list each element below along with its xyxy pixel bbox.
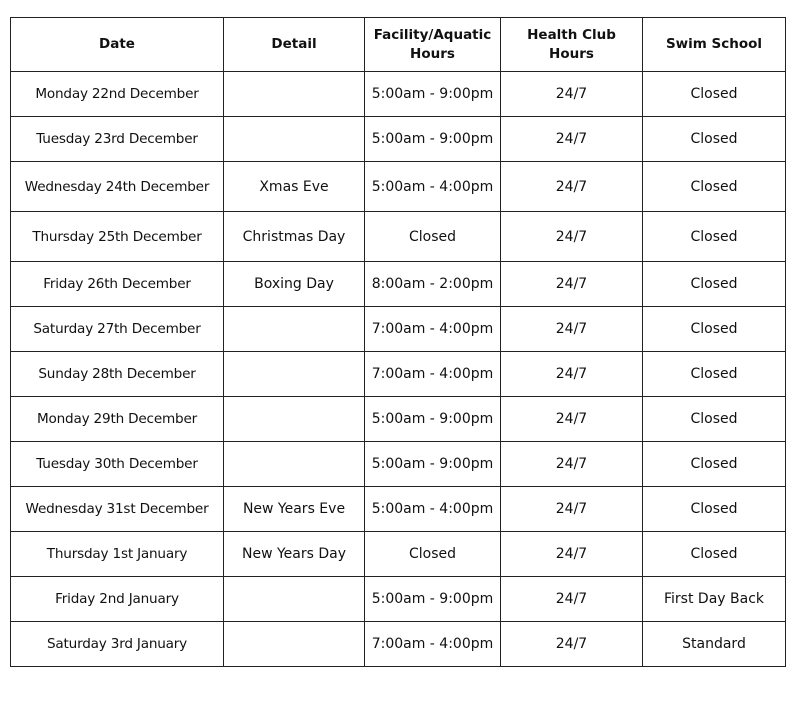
- swim-school-cell: Closed: [643, 162, 786, 212]
- detail-cell: Christmas Day: [224, 212, 365, 262]
- swim-school-cell: First Day Back: [643, 577, 786, 622]
- table-body: [11, 72, 786, 667]
- table-row: [11, 307, 786, 352]
- table-row: [11, 117, 786, 162]
- table-row: [11, 397, 786, 442]
- swim-school-cell: Closed: [643, 72, 786, 117]
- health-club-hours-cell: 24/7: [501, 577, 643, 622]
- date-cell: Tuesday 23rd December: [11, 117, 224, 162]
- health-club-hours-cell: 24/7: [501, 117, 643, 162]
- table-row: [11, 212, 786, 262]
- detail-cell: Boxing Day: [224, 262, 365, 307]
- detail-cell: New Years Eve: [224, 487, 365, 532]
- column-header-swim-school: Swim School: [643, 18, 786, 72]
- detail-cell: [224, 622, 365, 667]
- health-club-hours-cell: 24/7: [501, 397, 643, 442]
- column-header-health-club-hours: Health Club Hours: [501, 18, 643, 72]
- health-club-hours-cell: 24/7: [501, 487, 643, 532]
- facility-hours-cell: Closed: [365, 212, 501, 262]
- health-club-hours-cell: 24/7: [501, 162, 643, 212]
- health-club-hours-cell: 24/7: [501, 307, 643, 352]
- table-row: [11, 352, 786, 397]
- facility-hours-cell: 7:00am - 4:00pm: [365, 307, 501, 352]
- detail-cell: [224, 307, 365, 352]
- date-cell: Friday 2nd January: [11, 577, 224, 622]
- date-cell: Wednesday 31st December: [11, 487, 224, 532]
- swim-school-cell: Closed: [643, 262, 786, 307]
- swim-school-cell: Closed: [643, 397, 786, 442]
- date-cell: Monday 29th December: [11, 397, 224, 442]
- facility-hours-cell: 5:00am - 9:00pm: [365, 442, 501, 487]
- date-cell: Thursday 1st January: [11, 532, 224, 577]
- swim-school-cell: Closed: [643, 532, 786, 577]
- health-club-hours-cell: 24/7: [501, 212, 643, 262]
- detail-cell: Xmas Eve: [224, 162, 365, 212]
- date-cell: Tuesday 30th December: [11, 442, 224, 487]
- table-header: [11, 18, 786, 72]
- swim-school-cell: Standard: [643, 622, 786, 667]
- swim-school-cell: Closed: [643, 212, 786, 262]
- health-club-hours-cell: 24/7: [501, 262, 643, 307]
- detail-cell: [224, 117, 365, 162]
- holiday-hours-table: [10, 17, 786, 667]
- facility-hours-cell: 5:00am - 4:00pm: [365, 487, 501, 532]
- date-cell: Wednesday 24th December: [11, 162, 224, 212]
- facility-hours-cell: 5:00am - 9:00pm: [365, 577, 501, 622]
- health-club-hours-cell: 24/7: [501, 352, 643, 397]
- facility-hours-cell: 5:00am - 9:00pm: [365, 397, 501, 442]
- table-row: [11, 442, 786, 487]
- facility-hours-cell: 7:00am - 4:00pm: [365, 352, 501, 397]
- health-club-hours-cell: 24/7: [501, 442, 643, 487]
- column-header-date: Date: [11, 18, 224, 72]
- date-cell: Saturday 3rd January: [11, 622, 224, 667]
- facility-hours-cell: 5:00am - 9:00pm: [365, 72, 501, 117]
- table-row: [11, 532, 786, 577]
- swim-school-cell: Closed: [643, 307, 786, 352]
- date-cell: Monday 22nd December: [11, 72, 224, 117]
- detail-cell: [224, 72, 365, 117]
- detail-cell: [224, 442, 365, 487]
- facility-hours-cell: 7:00am - 4:00pm: [365, 622, 501, 667]
- detail-cell: [224, 397, 365, 442]
- table-row: [11, 622, 786, 667]
- detail-cell: New Years Day: [224, 532, 365, 577]
- detail-cell: [224, 352, 365, 397]
- column-header-detail: Detail: [224, 18, 365, 72]
- swim-school-cell: Closed: [643, 487, 786, 532]
- facility-hours-cell: Closed: [365, 532, 501, 577]
- date-cell: Saturday 27th December: [11, 307, 224, 352]
- health-club-hours-cell: 24/7: [501, 532, 643, 577]
- table-row: [11, 72, 786, 117]
- date-cell: Thursday 25th December: [11, 212, 224, 262]
- facility-hours-cell: 5:00am - 9:00pm: [365, 117, 501, 162]
- swim-school-cell: Closed: [643, 442, 786, 487]
- detail-cell: [224, 577, 365, 622]
- header-row: [11, 18, 786, 72]
- table-row: [11, 577, 786, 622]
- health-club-hours-cell: 24/7: [501, 72, 643, 117]
- date-cell: Friday 26th December: [11, 262, 224, 307]
- health-club-hours-cell: 24/7: [501, 622, 643, 667]
- swim-school-cell: Closed: [643, 117, 786, 162]
- facility-hours-cell: 8:00am - 2:00pm: [365, 262, 501, 307]
- facility-hours-cell: 5:00am - 4:00pm: [365, 162, 501, 212]
- date-cell: Sunday 28th December: [11, 352, 224, 397]
- swim-school-cell: Closed: [643, 352, 786, 397]
- table-row: [11, 262, 786, 307]
- table-row: [11, 487, 786, 532]
- column-header-facility-hours: Facility/Aquatic Hours: [365, 18, 501, 72]
- table-row: [11, 162, 786, 212]
